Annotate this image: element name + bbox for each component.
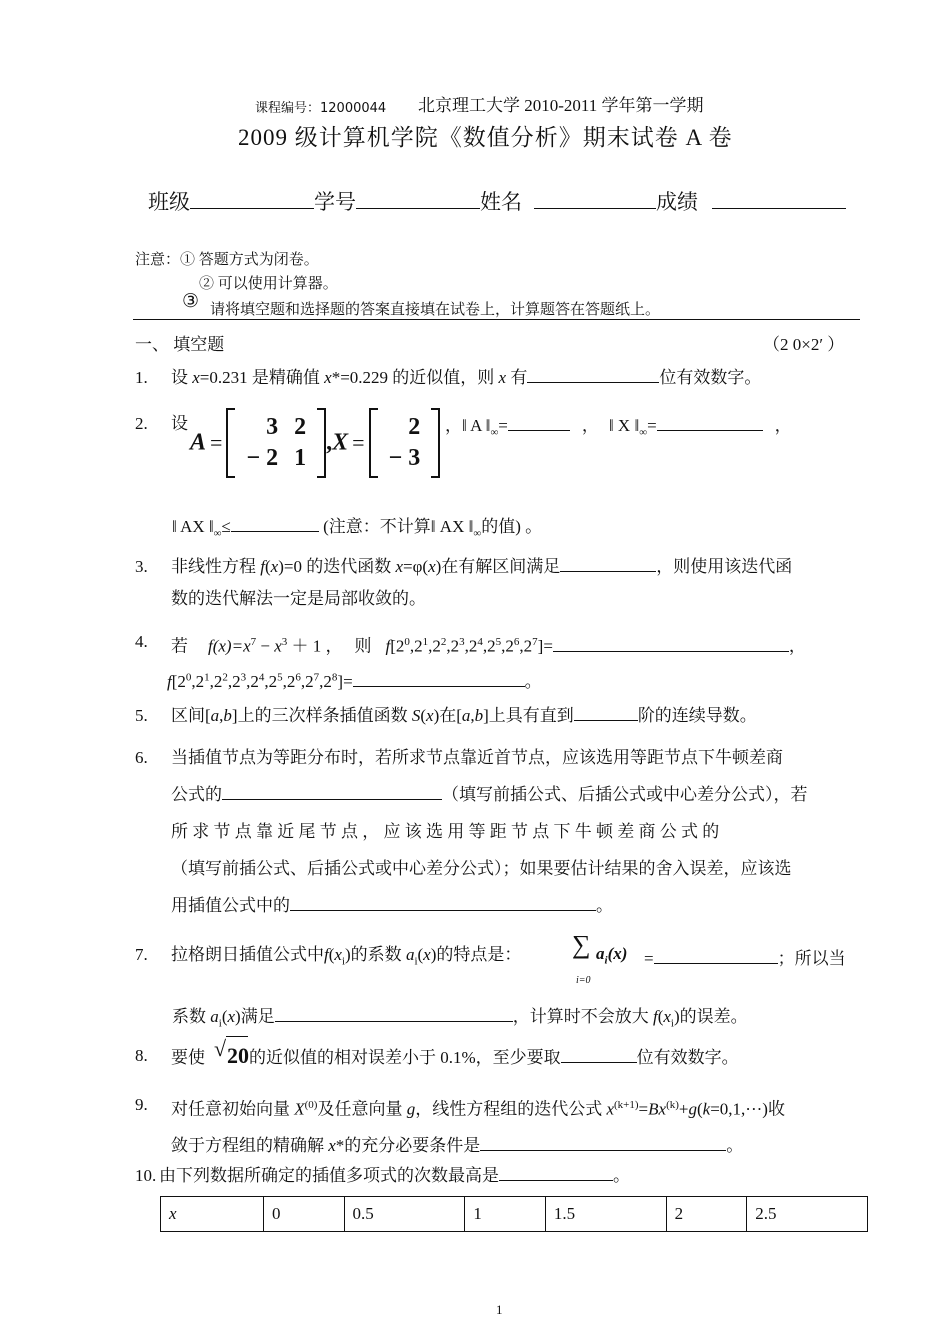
q5-text: ]上具有直到 (483, 706, 574, 725)
q10-answer[interactable] (499, 1163, 613, 1181)
question-10 (135, 1163, 860, 1189)
score-field[interactable] (712, 187, 846, 209)
q2-line2 (172, 512, 542, 539)
q8-text: 的近似值的相对误差小于 0.1%，至少要取 (249, 1048, 561, 1067)
section-points: （2 0×2′ ） (763, 335, 845, 354)
name-label: 姓名 (480, 190, 522, 214)
equals: = (498, 416, 508, 435)
norm-a-answer[interactable] (508, 413, 570, 431)
q4-exp: 3 (240, 671, 247, 684)
matrix-cell: − 2 (246, 445, 279, 471)
q5-var: b (474, 706, 484, 725)
q9-answer[interactable] (480, 1133, 726, 1151)
q4-answer-2[interactable] (353, 669, 525, 687)
q4-var: x (274, 636, 282, 656)
sum-term (596, 944, 627, 966)
q4-exp: 2 (440, 636, 447, 648)
note-1: ① 答题方式为闭卷。 (180, 252, 319, 268)
q2-matrices (190, 408, 440, 478)
q9-text: ( (697, 1099, 703, 1119)
q4-func: f (385, 636, 391, 656)
sum-a: a (596, 944, 605, 963)
q7-text: 拉格朗日插值公式中 (171, 945, 324, 964)
table-cell: 0 (264, 1197, 345, 1232)
q3-text: ，则使用该迭代函 (656, 557, 793, 576)
infinity-sub: ∞ (213, 527, 222, 540)
q9-var: g (688, 1099, 697, 1119)
q5-answer[interactable] (574, 703, 638, 721)
q9-var: g (406, 1099, 416, 1119)
q7-var: a (405, 945, 415, 964)
matrix-cell: 1 (294, 445, 307, 471)
id-label: 学号 (314, 190, 356, 214)
q4-exp: 7 (250, 636, 257, 648)
table-row (161, 1197, 868, 1232)
q4-exp: 8 (331, 671, 338, 684)
q4-text: 。 (524, 672, 542, 691)
leq: ≤ (221, 517, 231, 536)
sum-limit: i=0 (576, 975, 591, 986)
norm-ax-label: ‖ AX ‖ (172, 517, 214, 536)
q5-text: ( (420, 706, 427, 725)
q3-text: 数的迭代解法一定是局部收敛的。 (171, 589, 426, 608)
norm-a-label: ，‖ A ‖ (445, 416, 491, 435)
infinity-sub: ∞ (473, 527, 482, 540)
note-3: 请将填空题和选择题的答案直接填在试卷上，计算题答在答题纸上。 (210, 302, 661, 318)
q4-text: ＋ 1 ， (287, 636, 343, 656)
note-2: ② 可以使用计算器。 (199, 276, 338, 292)
q6-answer-3[interactable] (290, 893, 596, 911)
class-label: 班级 (148, 190, 190, 214)
q7-answer-1[interactable] (654, 946, 778, 964)
q8-text: 位有效数字。 (636, 1048, 739, 1067)
q4-exp: 5 (495, 636, 502, 648)
q7-text: )的特点是： (430, 945, 522, 964)
sqrt-bar (226, 1036, 248, 1037)
q9-text: ，线性方程组的迭代公式 (415, 1099, 607, 1119)
exam-title: 2009 级计算机学院《数值分析》期末试卷 A 卷 (238, 125, 733, 150)
q4-text: 则 (354, 636, 372, 656)
q3-var: x (270, 557, 279, 576)
q7-sub: i (414, 955, 418, 968)
table-cell: x (161, 1197, 264, 1232)
q9-var: B (648, 1099, 659, 1119)
q1-answer[interactable] (527, 365, 659, 383)
question-number: 6. (135, 748, 148, 767)
norm-x-answer[interactable] (657, 413, 763, 431)
separator: ， (774, 416, 792, 435)
q1-text: *=0.229 的近似值，则 (331, 368, 499, 387)
q4-exp: 1 (204, 671, 210, 684)
q7-text: ( (657, 1007, 664, 1026)
q6-text: 公式的 (171, 785, 222, 804)
q4-func: f(x)=x (208, 636, 251, 656)
q4-exp: 0 (185, 671, 192, 684)
equals: = (210, 430, 223, 455)
q4-text: [2 (390, 636, 405, 656)
q7-var: x (334, 945, 342, 964)
infinity-sub: ∞ (490, 426, 499, 439)
question-number: 8. (135, 1046, 148, 1065)
q3-var: x (395, 557, 403, 576)
q7-sub: i (670, 1017, 674, 1030)
q2-note: 的值) 。 (481, 517, 543, 536)
q4-exp: 0 (404, 636, 410, 648)
q4-exp: 5 (277, 671, 283, 684)
q4-text: [2 (171, 672, 186, 691)
q9-var: x (328, 1135, 336, 1155)
q9-sup: (k+1) (614, 1099, 639, 1111)
q1-text: 有 (506, 368, 528, 387)
q1-text: 位有效数字。 (659, 368, 762, 387)
q10-text: 。 (613, 1166, 630, 1185)
name-field[interactable] (534, 187, 656, 209)
q3-var: f (260, 557, 265, 576)
q7-var: x (663, 1007, 671, 1026)
q7-text: )满足 (235, 1007, 275, 1026)
table-cell: 1.5 (545, 1197, 666, 1232)
page-number: 1 (496, 1302, 503, 1317)
q9-sup: (k) (666, 1099, 679, 1111)
q9-text: 敛于方程组的精确解 (171, 1135, 329, 1155)
norm-ax-answer[interactable] (231, 514, 319, 532)
course-code: 课程编号：12000044 (255, 101, 387, 116)
q5-var: x (426, 706, 434, 725)
q6-text: 。 (596, 896, 613, 915)
note-3-mark: ③ (182, 291, 200, 312)
q8-answer[interactable] (561, 1045, 637, 1063)
q5-var: a (210, 706, 220, 725)
question-number: 10. (135, 1166, 157, 1185)
norm-x-label: ‖ X ‖ (608, 416, 640, 435)
question-number: 5. (135, 706, 148, 725)
q5-var: a (461, 706, 471, 725)
q7-text: ，计算时不会放大 (512, 1007, 653, 1026)
q9-var: k (702, 1099, 711, 1119)
q9-var: x (606, 1099, 615, 1119)
q7-var: x (227, 1007, 236, 1026)
q7-answer-2[interactable] (275, 1004, 513, 1022)
q9-var: x (658, 1099, 667, 1119)
notes-label: 注意： (135, 252, 181, 268)
matrix-cell: 3 (266, 414, 279, 440)
q4-text: − (256, 636, 275, 656)
q6-text: （填写前插公式、后插公式或中心差分公式）；如果要估计结果的舍入误差，应该选 (171, 859, 792, 878)
q5-text: , (470, 706, 475, 725)
q8-value: 20 (227, 1043, 249, 1068)
q6-text: 用插值公式中的 (171, 896, 290, 915)
q4-exp: 4 (258, 671, 265, 684)
q9-var: X (294, 1099, 305, 1119)
infinity-sub: ∞ (639, 426, 648, 439)
matrix-cell: 2 (408, 414, 421, 440)
q7-text: )的系数 (345, 945, 406, 964)
q4-exp: 7 (532, 636, 538, 648)
q10-text: 由下列数据所确定的插值多项式的次数最高是 (159, 1166, 499, 1185)
q3-text: 非线性方程 (171, 557, 261, 576)
question-4: 4. 若 $f(x)=x^7 - x^3 + 1$ ， 则 $f[2^0,2^1,2^2,2^3,2^4,2^5,2^6,2^7]=$ ， (135, 629, 860, 660)
q3-text: )=0 的迭代函数 (278, 557, 396, 576)
matrix-cell: − 3 (388, 445, 421, 471)
q9-text: 及任意向量 (317, 1099, 407, 1119)
q4-exp: 3 (281, 636, 288, 648)
q7-var: f (652, 1007, 658, 1026)
table-cell: 2.5 (747, 1197, 868, 1232)
question-8 (135, 1043, 860, 1071)
question-3 (135, 551, 860, 615)
equals: = (644, 949, 654, 968)
separator: ， (581, 416, 599, 435)
q4-text: ， (788, 636, 806, 656)
table-cell: 0.5 (344, 1197, 465, 1232)
university-term: 北京理工大学 2010-2011 学年第一学期 (418, 96, 704, 115)
equals: = (647, 416, 657, 435)
q4-exp: 2 (222, 671, 228, 684)
q4-exp: 3 (459, 636, 465, 648)
q7-line2 (172, 1002, 748, 1029)
equals: = (352, 430, 365, 455)
q6-answer-1[interactable] (222, 782, 442, 800)
q4-func: f (167, 672, 172, 691)
question-1 (135, 365, 860, 391)
q4-exp: 7 (313, 671, 320, 684)
q2-norms (445, 411, 792, 438)
q7-text: ( (328, 945, 335, 964)
q9-text: *的充分必要条件是 (335, 1135, 481, 1155)
info-fields (148, 186, 846, 216)
q9-text: =0,1,···)收 (710, 1099, 785, 1119)
q5-var: b (223, 706, 232, 725)
q4-exp: 6 (295, 671, 301, 684)
q5-var: S (411, 706, 421, 725)
q3-text: =φ( (403, 557, 429, 576)
q4-exp: 6 (513, 636, 520, 648)
q4-answer-1[interactable] (553, 634, 789, 652)
question-5 (135, 703, 860, 729)
q1-var: x (324, 368, 332, 387)
comma: , (326, 429, 333, 456)
vector-x-symbol: X (332, 429, 349, 456)
q1-var: x (192, 368, 200, 387)
q7-sum-answer (644, 944, 846, 969)
q7-text: )的误差。 (673, 1007, 748, 1026)
q4-line2: $f[2^0,2^1,2^2,2^3,2^4,2^5,2^6,2^7,2^8]=$ 。 (167, 667, 542, 692)
q6-text: 当插值节点为等距分布时，若所求节点靠近首节点，应该选用等距节点下牛顿差商 (171, 748, 783, 767)
q3-text: )在有解区间满足 (435, 557, 561, 576)
question-number: 9. (135, 1095, 148, 1114)
data-table (160, 1196, 868, 1232)
q1-text: 设 (171, 368, 193, 387)
q3-var: x (428, 557, 436, 576)
vector-x (369, 408, 441, 478)
sum-i: i (604, 954, 608, 967)
q3-text: ( (264, 557, 271, 576)
q6-text: 所 求 节 点 靠 近 尾 节 点 ， 应 该 选 用 等 距 节 点 下 牛 顿 差 商 公 式 的 (171, 822, 720, 841)
question-number: 2. (135, 414, 148, 433)
q4-exp: 4 (477, 636, 483, 648)
q5-text: , (219, 706, 224, 725)
question-9 (135, 1087, 860, 1164)
q7-var: f (324, 945, 329, 964)
q5-text: 阶的连续导数。 (637, 706, 757, 725)
divider (133, 319, 860, 320)
sigma-symbol: ∑ (572, 930, 591, 959)
q3-answer[interactable] (560, 554, 656, 572)
q2-note: (注意：不计算‖ AX ‖ (323, 517, 474, 536)
table-cell: 2 (666, 1197, 747, 1232)
q1-text: =0.231 是精确值 (199, 368, 325, 387)
q7-var: x (423, 945, 431, 964)
q7-sub: i (341, 955, 346, 968)
q7-text: ；所以当 (777, 949, 846, 968)
q4-text: ]= (337, 672, 353, 691)
q9-sup: (0) (304, 1099, 318, 1111)
matrix-cell: 2 (294, 414, 307, 440)
q2-text: 设 (171, 414, 188, 433)
q7-var: a (210, 1007, 219, 1026)
question-number: 4. (135, 632, 148, 651)
q4-exp: 1 (422, 636, 429, 648)
question-number: 3. (135, 557, 148, 576)
class-field[interactable] (190, 187, 314, 209)
sum-x: (x) (607, 944, 628, 963)
q7-text: 系数 (172, 1007, 211, 1026)
q8-text: 要使 (171, 1048, 205, 1067)
notes (135, 248, 319, 269)
q9-text: 。 (726, 1135, 744, 1155)
q5-text: )在[ (433, 706, 462, 725)
q4-text: 若 (171, 636, 188, 656)
question-number: 7. (135, 945, 148, 964)
q9-text: 对任意初始向量 (171, 1099, 295, 1119)
q1-var: x (498, 368, 507, 387)
matrix-a (226, 408, 326, 478)
question-number: 1. (135, 368, 148, 387)
q9-text: = (638, 1099, 649, 1119)
matrix-a-symbol: A (190, 429, 207, 456)
id-field[interactable] (356, 187, 480, 209)
q9-text: + (678, 1099, 689, 1119)
section-title: 一、 填空题 (135, 335, 225, 354)
q7-text: ( (221, 1007, 228, 1026)
score-label: 成绩 (656, 190, 698, 214)
q5-text: 区间[ (171, 706, 211, 725)
q4-text: ]= (537, 636, 553, 656)
q7-text: ( (417, 945, 424, 964)
q6-text: （填写前插公式、后插公式或中心差分公式），若 (442, 785, 808, 804)
question-6 (135, 739, 860, 924)
table-cell: 1 (465, 1197, 546, 1232)
q5-text: ]上的三次样条插值函数 (231, 706, 412, 725)
sqrt-icon: √ (214, 1036, 227, 1061)
q7-sub: i (218, 1017, 222, 1030)
